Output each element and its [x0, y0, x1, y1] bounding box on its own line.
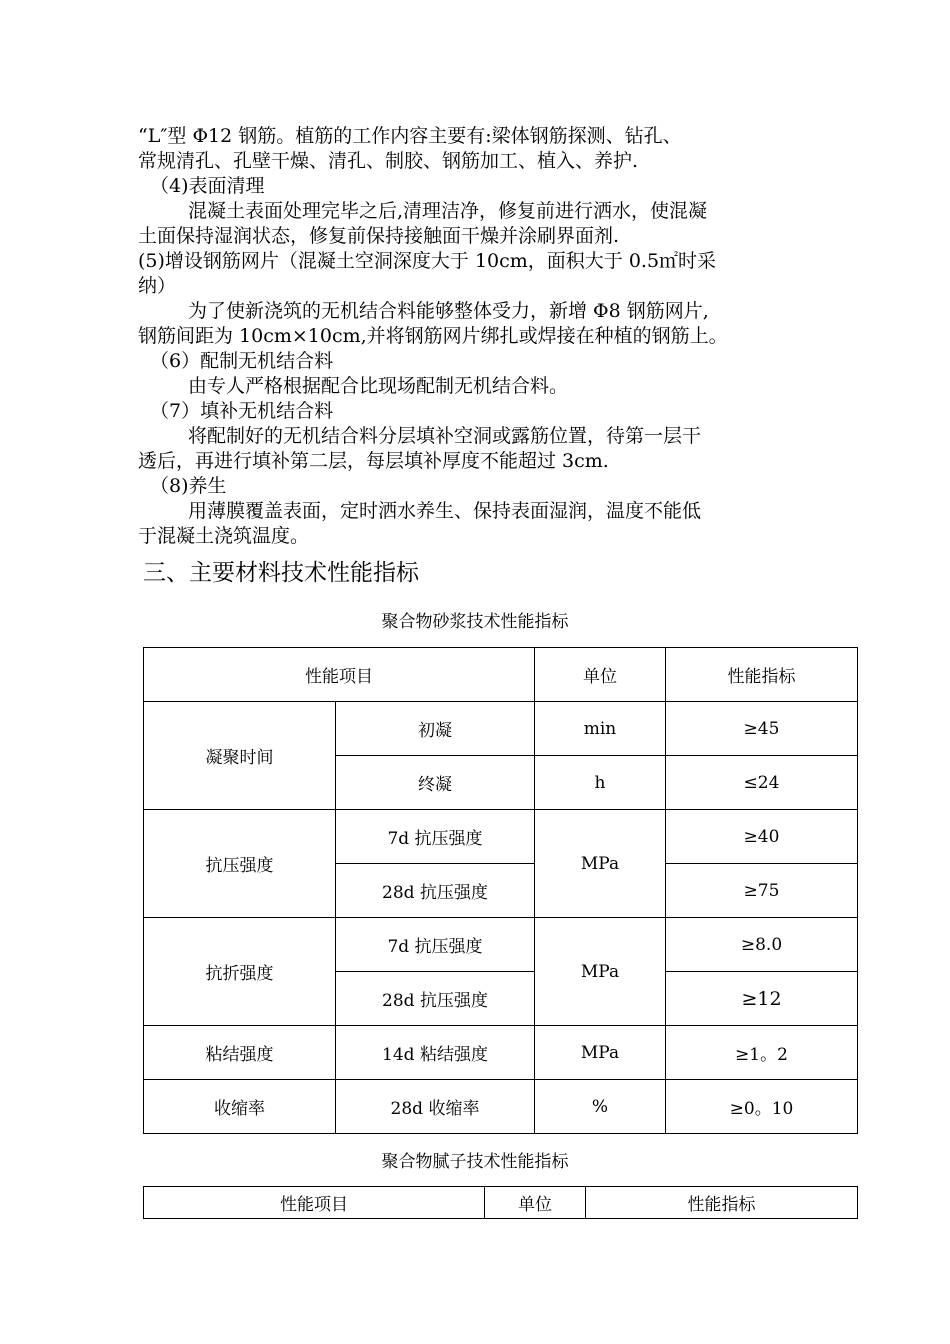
header-item: 性能项目 [144, 648, 535, 702]
mortar-spec-table [143, 647, 858, 1134]
row-value: ≥8.0 [666, 918, 858, 972]
header-value: 性能指标 [586, 1187, 858, 1219]
group-flexural: 抗折强度 [144, 918, 336, 1026]
subheading-curing: （8)养生 [150, 475, 227, 497]
row-sub: 初凝 [336, 702, 535, 756]
row-value: ≤24 [666, 756, 858, 810]
para-line-11: 由专人严格根据配合比现场配制无机结合料。 [188, 375, 569, 397]
table-header-row [144, 1187, 858, 1219]
group-shrink: 收缩率 [144, 1080, 336, 1134]
para-line-14: 透后，再进行填补第二层，每层填补厚度不能超过 3cm. [138, 450, 609, 472]
row-value: ≥45 [666, 702, 858, 756]
para-line-5: 土面保持湿润状态，修复前保持接触面干燥并涂刷界面剂. [138, 225, 620, 247]
row-value: ≥1。2 [666, 1026, 858, 1080]
section-title: 三、主要材料技术性能指标 [143, 560, 419, 586]
row-unit: MPa [535, 918, 666, 1026]
row-unit: MPa [535, 810, 666, 918]
table-row [144, 810, 858, 864]
row-unit: h [535, 756, 666, 810]
subheading-surface-cleaning: （4)表面清理 [150, 175, 265, 197]
para-line-8: 为了使新浇筑的无机结合料能够整体受力，新增 Φ8 钢筋网片, [188, 300, 709, 322]
header-unit: 单位 [485, 1187, 586, 1219]
row-unit: min [535, 702, 666, 756]
putty-spec-table [143, 1186, 858, 1219]
para-line-13: 将配制好的无机结合料分层填补空洞或露筋位置，待第一层干 [188, 425, 702, 447]
header-value: 性能指标 [666, 648, 858, 702]
para-line-4: 混凝土表面处理完毕之后,清理洁净，修复前进行洒水，使混凝 [188, 200, 708, 222]
row-sub: 终凝 [336, 756, 535, 810]
row-sub: 7d 抗压强度 [336, 810, 535, 864]
table-row [144, 1080, 858, 1134]
row-unit: % [535, 1080, 666, 1134]
row-unit: MPa [535, 1026, 666, 1080]
table1-caption: 聚合物砂浆技术性能指标 [381, 612, 569, 632]
row-value: ≥75 [666, 864, 858, 918]
row-sub: 28d 抗压强度 [336, 972, 535, 1026]
row-sub: 7d 抗压强度 [336, 918, 535, 972]
row-sub: 14d 粘结强度 [336, 1026, 535, 1080]
para-line-1: “L″型 Φ12 钢筋。植筋的工作内容主要有:梁体钢筋探测、钻孔、 [138, 125, 682, 147]
subheading-mix-material: （6）配制无机结合料 [150, 350, 334, 372]
row-sub: 28d 抗压强度 [336, 864, 535, 918]
table-row [144, 1026, 858, 1080]
table-row [144, 702, 858, 756]
row-sub: 28d 收缩率 [336, 1080, 535, 1134]
table-header-row [144, 648, 858, 702]
para-line-7: 纳） [138, 275, 177, 297]
group-bond: 粘结强度 [144, 1026, 336, 1080]
group-compressive: 抗压强度 [144, 810, 336, 918]
group-setting-time: 凝聚时间 [144, 702, 336, 810]
para-line-16: 用薄膜覆盖表面，定时洒水养生、保持表面湿润，温度不能低 [188, 500, 702, 522]
row-value: ≥40 [666, 810, 858, 864]
row-value: ≥12 [666, 972, 858, 1026]
para-line-2: 常规清孔、孔壁干燥、清孔、制胶、钢筋加工、植入、养护. [138, 150, 639, 172]
header-item: 性能项目 [144, 1187, 485, 1219]
header-unit: 单位 [535, 648, 666, 702]
row-value: ≥0。10 [666, 1080, 858, 1134]
para-line-17: 于混凝土浇筑温度。 [138, 525, 310, 547]
table2-caption: 聚合物腻子技术性能指标 [381, 1152, 569, 1172]
subheading-fill-material: （7）填补无机结合料 [150, 400, 334, 422]
para-line-9: 钢筋间距为 10cm×10cm,并将钢筋网片绑扎或焊接在种植的钢筋上。 [138, 325, 728, 347]
subheading-rebar-mesh: (5)增设钢筋网片（混凝土空洞深度大于 10cm，面积大于 0.5㎡时采 [138, 250, 717, 272]
table-row [144, 918, 858, 972]
